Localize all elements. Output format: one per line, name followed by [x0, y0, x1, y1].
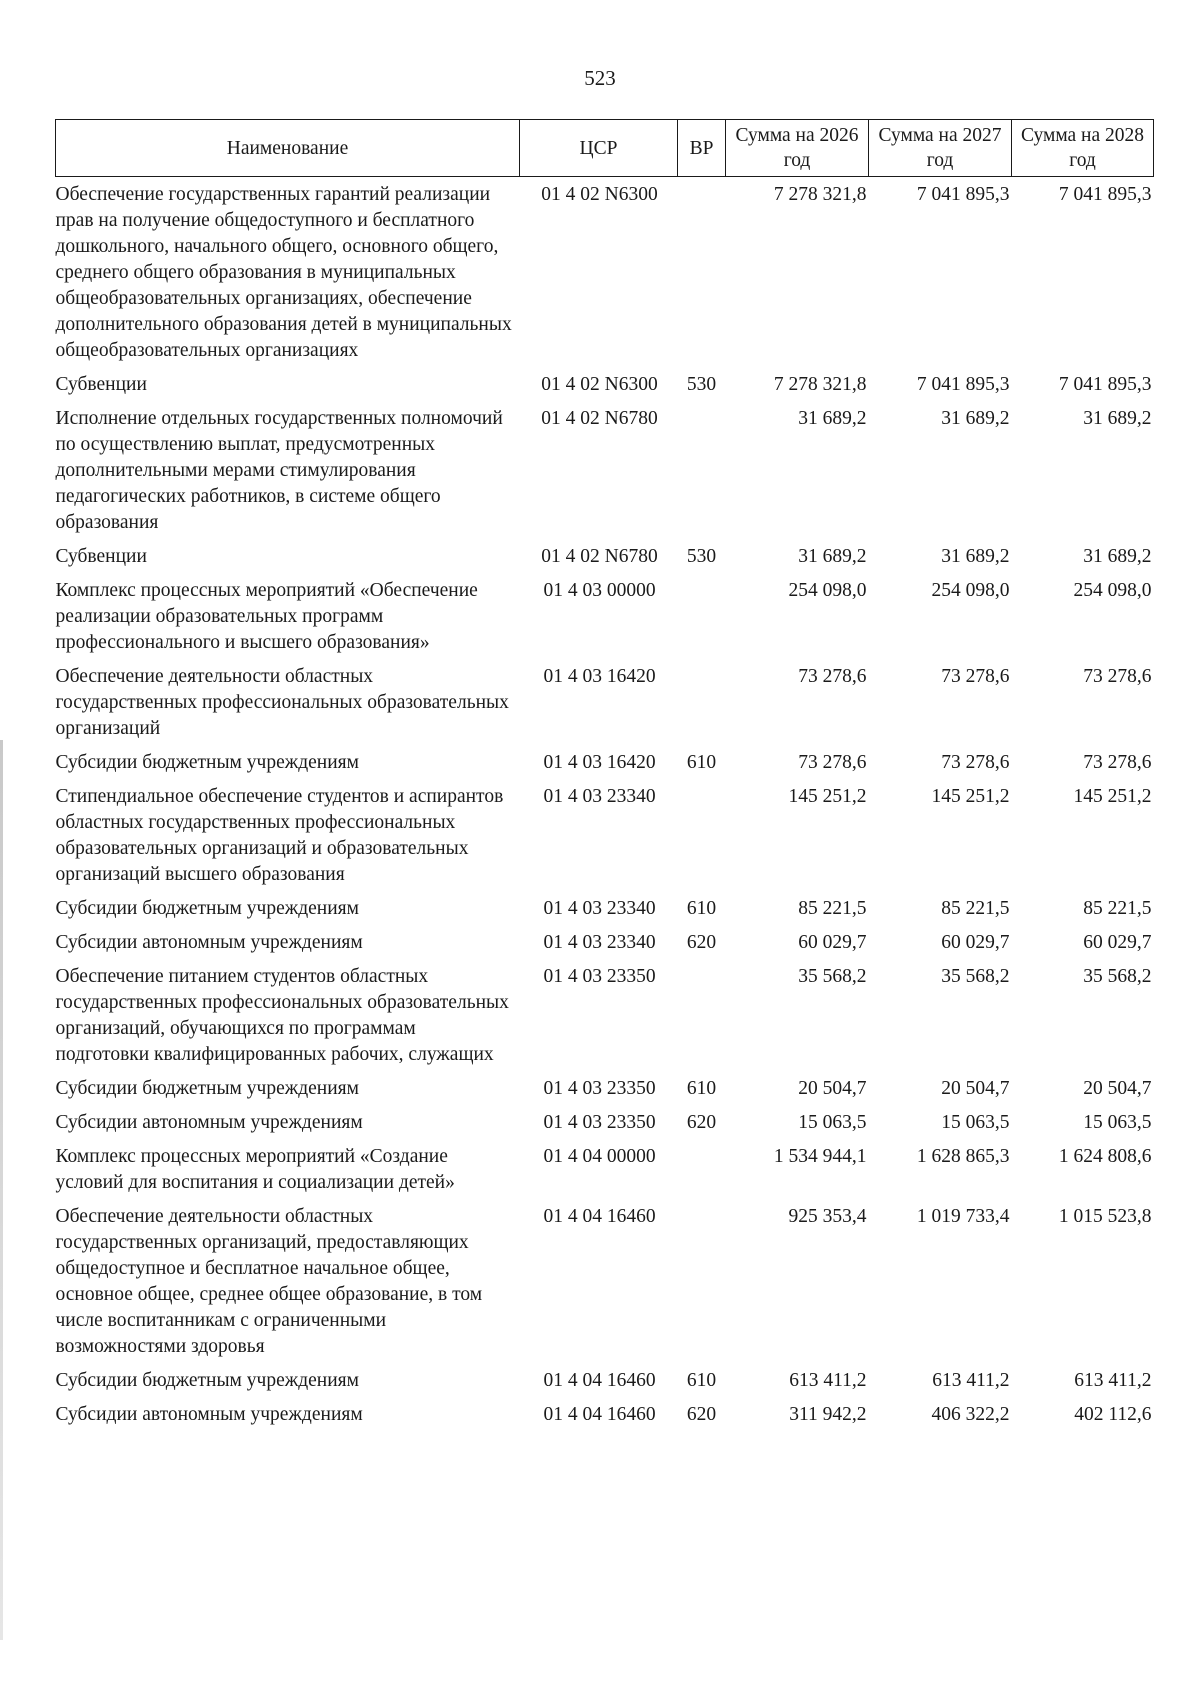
- row-name-cell: Субсидии бюджетным учреждениям: [55, 898, 359, 919]
- row-sum-2027-cell: 254 098,0: [931, 580, 1010, 601]
- row-sum-2028-cell: 1 624 808,6: [1058, 1146, 1152, 1167]
- row-name-cell: Субвенции: [55, 374, 147, 395]
- row-sum-2027-cell: 15 063,5: [941, 1112, 1010, 1133]
- row-sum-2027-cell: 7 041 895,3: [916, 374, 1010, 395]
- row-sum-2026-cell: 35 568,2: [798, 966, 867, 987]
- row-csr-cell: 01 4 03 23340: [543, 786, 656, 807]
- row-vr-cell: [678, 659, 726, 745]
- row-sum-2028-cell: 15 063,5: [1083, 1112, 1152, 1133]
- row-vr-cell: 610: [686, 752, 717, 773]
- row-name-cell: Субсидии автономным учреждениям: [55, 932, 363, 953]
- row-vr-cell: [678, 573, 726, 659]
- row-vr-cell: [678, 779, 726, 891]
- row-sum-2028-cell: 85 221,5: [1083, 898, 1152, 919]
- row-csr-cell: 01 4 02 N6300: [541, 374, 658, 395]
- row-name-cell: Субсидии бюджетным учреждениям: [55, 1078, 359, 1099]
- row-sum-2026-cell: 254 098,0: [788, 580, 867, 601]
- row-csr-cell: 01 4 02 N6780: [541, 408, 658, 429]
- row-vr-cell: 610: [686, 898, 717, 919]
- row-name-cell: Обеспечение деятельности областных государственных организаций, предоставляющих общедоступное и бесплатное начальное общее, основное общее, среднее общее образование, в том числе воспитанникам с ограниченными возможностями здоровья: [55, 1206, 483, 1357]
- row-csr-cell: 01 4 03 23350: [543, 966, 656, 987]
- row-sum-2026-cell: 20 504,7: [798, 1078, 867, 1099]
- row-sum-2026-cell: 73 278,6: [798, 752, 867, 773]
- row-name-cell: Комплекс процессных мероприятий «Создание условий для воспитания и социализации детей»: [55, 1146, 455, 1193]
- row-sum-2026-cell: 7 278 321,8: [773, 184, 867, 205]
- row-csr-cell: 01 4 03 23350: [543, 1112, 656, 1133]
- row-sum-2028-cell: 7 041 895,3: [1058, 184, 1152, 205]
- row-vr-cell: [678, 959, 726, 1071]
- row-sum-2028-cell: 613 411,2: [1074, 1370, 1152, 1391]
- scan-edge-shadow: [0, 740, 3, 1640]
- row-sum-2028-cell: 7 041 895,3: [1058, 374, 1152, 395]
- row-sum-2026-cell: 925 353,4: [788, 1206, 867, 1227]
- header-sum-2026: Сумма на 2026 год: [726, 120, 869, 177]
- row-sum-2026-cell: 7 278 321,8: [773, 374, 867, 395]
- row-name-cell: Обеспечение питанием студентов областных государственных профессиональных образовательных организаций, обучающихся по программам подготовки квалифицированных рабочих, служащих: [55, 966, 509, 1065]
- row-vr-cell: [678, 177, 726, 368]
- row-vr-cell: 620: [686, 1112, 717, 1133]
- row-name-cell: Обеспечение государственных гарантий реализации прав на получение общедоступного и бесплатного дошкольного, начального общего, основного общего, среднего общего образования в муниципальных общеобразовательных организациях, обеспечение дополнительного образования детей в муниципальных общеобразовательных организациях: [55, 184, 512, 361]
- table-row: [56, 745, 1154, 779]
- table-row: [56, 367, 1154, 401]
- page-number: 523: [584, 66, 616, 90]
- row-name-cell: Субсидии автономным учреждениям: [55, 1404, 363, 1425]
- row-sum-2028-cell: 31 689,2: [1083, 546, 1152, 567]
- table-row: [56, 1071, 1154, 1105]
- row-sum-2026-cell: 31 689,2: [798, 408, 867, 429]
- row-name-cell: Стипендиальное обеспечение студентов и аспирантов областных государственных профессиональных образовательных организаций и образовательных организаций высшего образования: [55, 786, 504, 885]
- table-row: [56, 539, 1154, 573]
- row-csr-cell: 01 4 03 23340: [543, 932, 656, 953]
- table-body: [56, 177, 1154, 1432]
- row-vr-cell: 530: [686, 374, 717, 395]
- row-csr-cell: 01 4 03 23350: [543, 1078, 656, 1099]
- table-row: [56, 1363, 1154, 1397]
- row-sum-2028-cell: 31 689,2: [1083, 408, 1152, 429]
- row-name-cell: Обеспечение деятельности областных государственных профессиональных образовательных организаций: [55, 666, 509, 739]
- header-name: Наименование: [56, 120, 520, 177]
- row-vr-cell: 620: [686, 1404, 717, 1425]
- row-sum-2026-cell: 60 029,7: [798, 932, 867, 953]
- header-sum-2028: Сумма на 2028 год: [1012, 120, 1154, 177]
- table-row: [56, 1199, 1154, 1363]
- row-sum-2028-cell: 145 251,2: [1073, 786, 1152, 807]
- row-sum-2026-cell: 1 534 944,1: [773, 1146, 867, 1167]
- row-sum-2027-cell: 613 411,2: [932, 1370, 1010, 1391]
- header-vr: ВР: [678, 120, 726, 177]
- row-sum-2028-cell: 35 568,2: [1083, 966, 1152, 987]
- row-name-cell: Субсидии автономным учреждениям: [55, 1112, 363, 1133]
- row-sum-2027-cell: 7 041 895,3: [916, 184, 1010, 205]
- row-sum-2027-cell: 20 504,7: [941, 1078, 1010, 1099]
- row-vr-cell: [678, 401, 726, 539]
- row-sum-2027-cell: 60 029,7: [941, 932, 1010, 953]
- row-csr-cell: 01 4 04 16460: [543, 1206, 656, 1227]
- row-vr-cell: 610: [686, 1078, 717, 1099]
- row-name-cell: Исполнение отдельных государственных полномочий по осуществлению выплат, предусмотренных дополнительными мерами стимулирования педагогических работников, в системе общего образования: [55, 408, 503, 533]
- row-sum-2027-cell: 85 221,5: [941, 898, 1010, 919]
- row-csr-cell: 01 4 03 23340: [543, 898, 656, 919]
- budget-table: [55, 119, 1154, 1431]
- row-sum-2027-cell: 73 278,6: [941, 666, 1010, 687]
- table-row: [56, 1139, 1154, 1199]
- row-sum-2026-cell: 31 689,2: [798, 546, 867, 567]
- row-sum-2028-cell: 254 098,0: [1073, 580, 1152, 601]
- row-sum-2026-cell: 145 251,2: [788, 786, 867, 807]
- row-sum-2027-cell: 1 628 865,3: [916, 1146, 1010, 1167]
- row-vr-cell: 530: [686, 546, 717, 567]
- row-csr-cell: 01 4 04 16460: [543, 1370, 656, 1391]
- row-sum-2028-cell: 1 015 523,8: [1058, 1206, 1152, 1227]
- row-sum-2028-cell: 60 029,7: [1083, 932, 1152, 953]
- row-csr-cell: 01 4 03 16420: [543, 666, 656, 687]
- row-sum-2027-cell: 35 568,2: [941, 966, 1010, 987]
- row-sum-2028-cell: 20 504,7: [1083, 1078, 1152, 1099]
- row-sum-2026-cell: 613 411,2: [789, 1370, 867, 1391]
- row-sum-2026-cell: 311 942,2: [789, 1404, 867, 1425]
- table-row: [56, 1105, 1154, 1139]
- row-name-cell: Субсидии бюджетным учреждениям: [55, 752, 359, 773]
- row-sum-2027-cell: 406 322,2: [931, 1404, 1010, 1425]
- row-name-cell: Субвенции: [55, 546, 147, 567]
- row-csr-cell: 01 4 03 00000: [543, 580, 656, 601]
- row-sum-2028-cell: 73 278,6: [1083, 666, 1152, 687]
- row-sum-2026-cell: 73 278,6: [798, 666, 867, 687]
- row-csr-cell: 01 4 04 00000: [543, 1146, 656, 1167]
- row-sum-2026-cell: 85 221,5: [798, 898, 867, 919]
- table-row: [56, 177, 1154, 368]
- row-csr-cell: 01 4 03 16420: [543, 752, 656, 773]
- table-row: [56, 659, 1154, 745]
- table-row: [56, 891, 1154, 925]
- row-name-cell: Субсидии бюджетным учреждениям: [55, 1370, 359, 1391]
- table-header: [56, 120, 1154, 177]
- row-sum-2027-cell: 1 019 733,4: [916, 1206, 1010, 1227]
- row-vr-cell: [678, 1139, 726, 1199]
- row-sum-2028-cell: 402 112,6: [1074, 1404, 1152, 1425]
- row-vr-cell: 610: [686, 1370, 717, 1391]
- table-row: [56, 779, 1154, 891]
- row-sum-2027-cell: 31 689,2: [941, 546, 1010, 567]
- row-vr-cell: [678, 1199, 726, 1363]
- row-sum-2027-cell: 31 689,2: [941, 408, 1010, 429]
- table-row: [56, 925, 1154, 959]
- row-sum-2026-cell: 15 063,5: [798, 1112, 867, 1133]
- row-sum-2027-cell: 145 251,2: [931, 786, 1010, 807]
- table-row: [56, 401, 1154, 539]
- row-csr-cell: 01 4 02 N6780: [541, 546, 658, 567]
- row-vr-cell: 620: [686, 932, 717, 953]
- header-sum-2027: Сумма на 2027 год: [869, 120, 1012, 177]
- header-csr: ЦСР: [520, 120, 678, 177]
- table-row: [56, 959, 1154, 1071]
- row-csr-cell: 01 4 02 N6300: [541, 184, 658, 205]
- table-row: [56, 1397, 1154, 1431]
- row-sum-2027-cell: 73 278,6: [941, 752, 1010, 773]
- table-row: [56, 573, 1154, 659]
- row-sum-2028-cell: 73 278,6: [1083, 752, 1152, 773]
- row-csr-cell: 01 4 04 16460: [543, 1404, 656, 1425]
- row-name-cell: Комплекс процессных мероприятий «Обеспечение реализации образовательных программ профессионального и высшего образования»: [55, 580, 478, 653]
